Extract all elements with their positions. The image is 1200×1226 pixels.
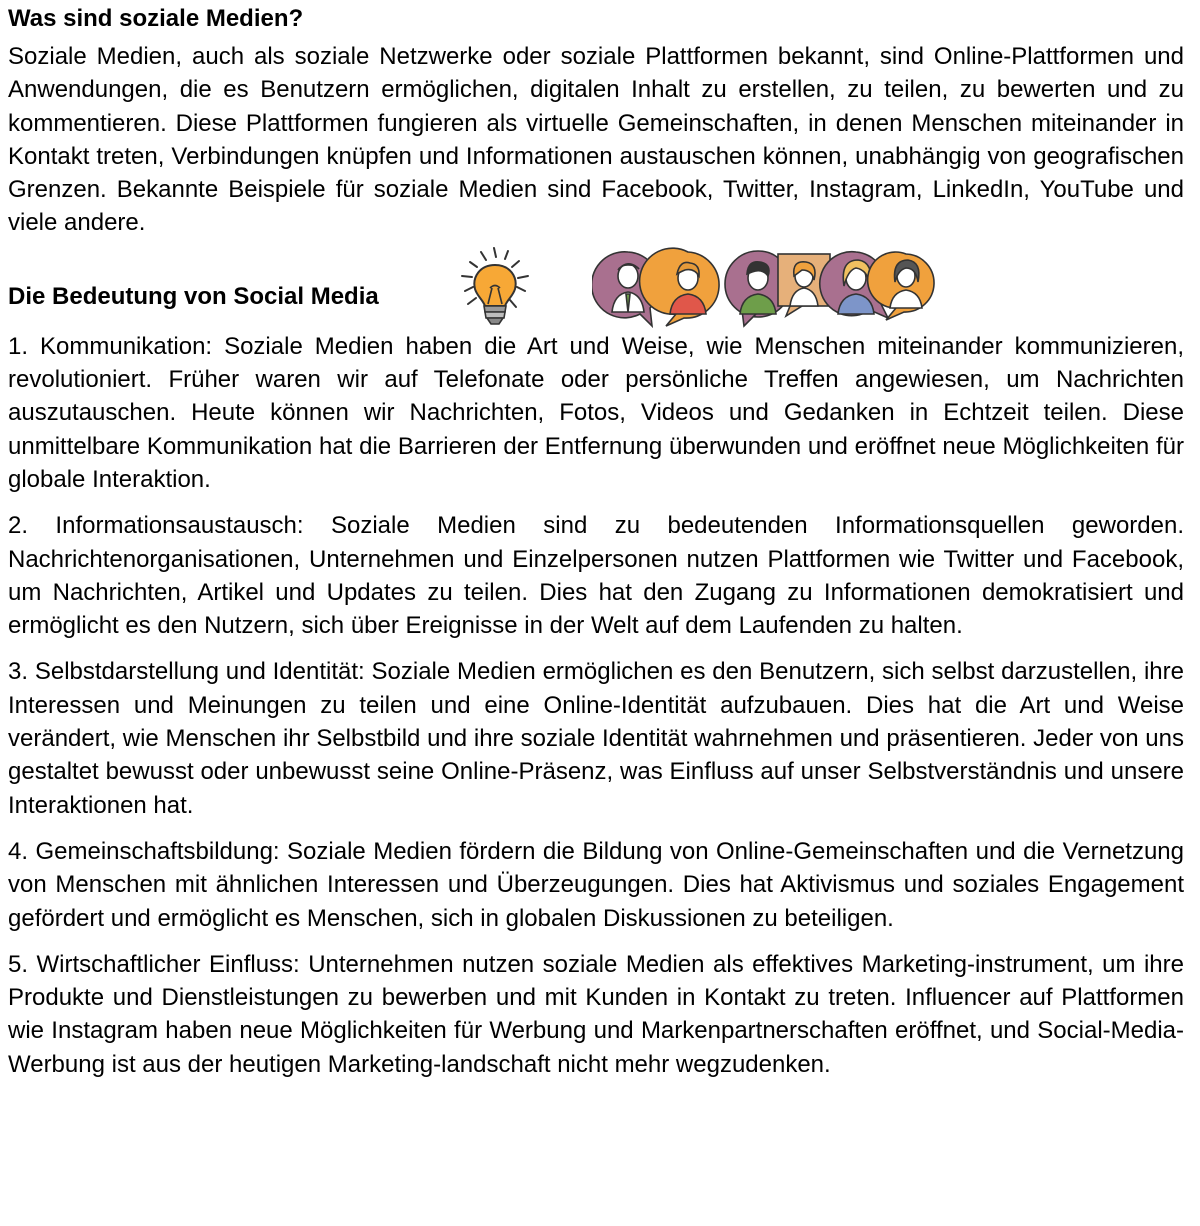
section-heading-row [8,246,1184,330]
main-heading: Was sind soziale Medien? [8,5,304,32]
intro-paragraph: Soziale Medien, auch als soziale Netzwerke oder soziale Plattformen bekannt, sind Online-Plattformen und Anwendungen, die es Benutzern ermöglichen, digitalen Inhalt zu erstellen, zu teilen, zu bewerten und zu kommentieren. Diese Plattformen fungieren als virtuelle Gemeinschaften, in denen Menschen miteinander in Kontakt treten, Verbindungen knüpfen und Informationen austauschen können, unabhängig von geografischen Grenzen. Bekannte Beispiele für soziale Medien sind Facebook, Twitter, Instagram, LinkedIn, YouTube und viele andere. [8,43,1184,237]
people-speech-bubbles-illustration [592,246,938,330]
point-gemeinschaftsbildung: 4. Gemeinschaftsbildung: Soziale Medien fördern die Bildung von Online-Gemeinschaften und die Vernetzung von Menschen mit ähnlichen Interessen und Überzeugungen. Dies hat Aktivismus und soziales Engagement gefördert und ermöglicht es Menschen, sich in globalen Diskussionen zu beteiligen. [8,837,1184,932]
point-selbstdarstellung: 3. Selbstdarstellung und Identität: Soziale Medien ermöglichen es den Benutzern, sich selbst darzustellen, ihre Interessen und Meinungen zu teilen und eine Online-Identität aufzubauen. Dies hat die Art und Weise verändert, wie Menschen ihr Selbstbild und ihre soziale Identität wahrnehmen und präsentieren. Jeder von uns gestaltet bewusst oder unbewusst seine Online-Präsenz, was Einfluss auf unser Selbstverständnis und unsere Interaktionen hat. [8,658,1184,819]
point-kommunikation: 1. Kommunikation: Soziale Medien haben die Art und Weise, wie Menschen miteinander kommunizieren, revolutioniert. Früher waren wir auf Telefonate oder persönliche Treffen angewiesen, um Nachrichten auszutauschen. Heute können wir Nachrichten, Fotos, Videos und Gedanken in Echtzeit teilen. Diese unmittelbare Kommunikation hat die Barrieren der Entfernung überwunden und eröffnet neue Möglichkeiten für globale Interaktion. [8,332,1184,493]
section-heading: Die Bedeutung von Social Media [8,282,379,310]
point-informationsaustausch: 2. Informationsaustausch: Soziale Medien sind zu bedeutenden Informationsquellen geworden. Nachrichtenorganisationen, Unternehmen und Einzelpersonen nutzen Plattformen wie Twitter und Facebook, um Nachrichten, Artikel und Updates zu teilen. Dies hat den Zugang zu Informationen demokratisiert und ermöglicht es den Nutzern, sich über Ereignisse in der Welt auf dem Laufenden zu halten. [8,512,1184,640]
lightbulb-icon [448,246,544,330]
point-wirtschaftlicher-einfluss: 5. Wirtschaftlicher Einfluss: Unternehmen nutzen soziale Medien als effektives Marketing-instrument, um ihre Produkte und Dienstleistungen zu bewerben und mit Kunden in Kontakt zu treten. Influencer auf Plattformen wie Instagram haben neue Möglichkeiten für Werbung und Markenpartnerschaften eröffnet, und Social-Media-Werbung ist aus der heutigen Marketing-landschaft nicht mehr wegzudenken. [8,950,1184,1078]
